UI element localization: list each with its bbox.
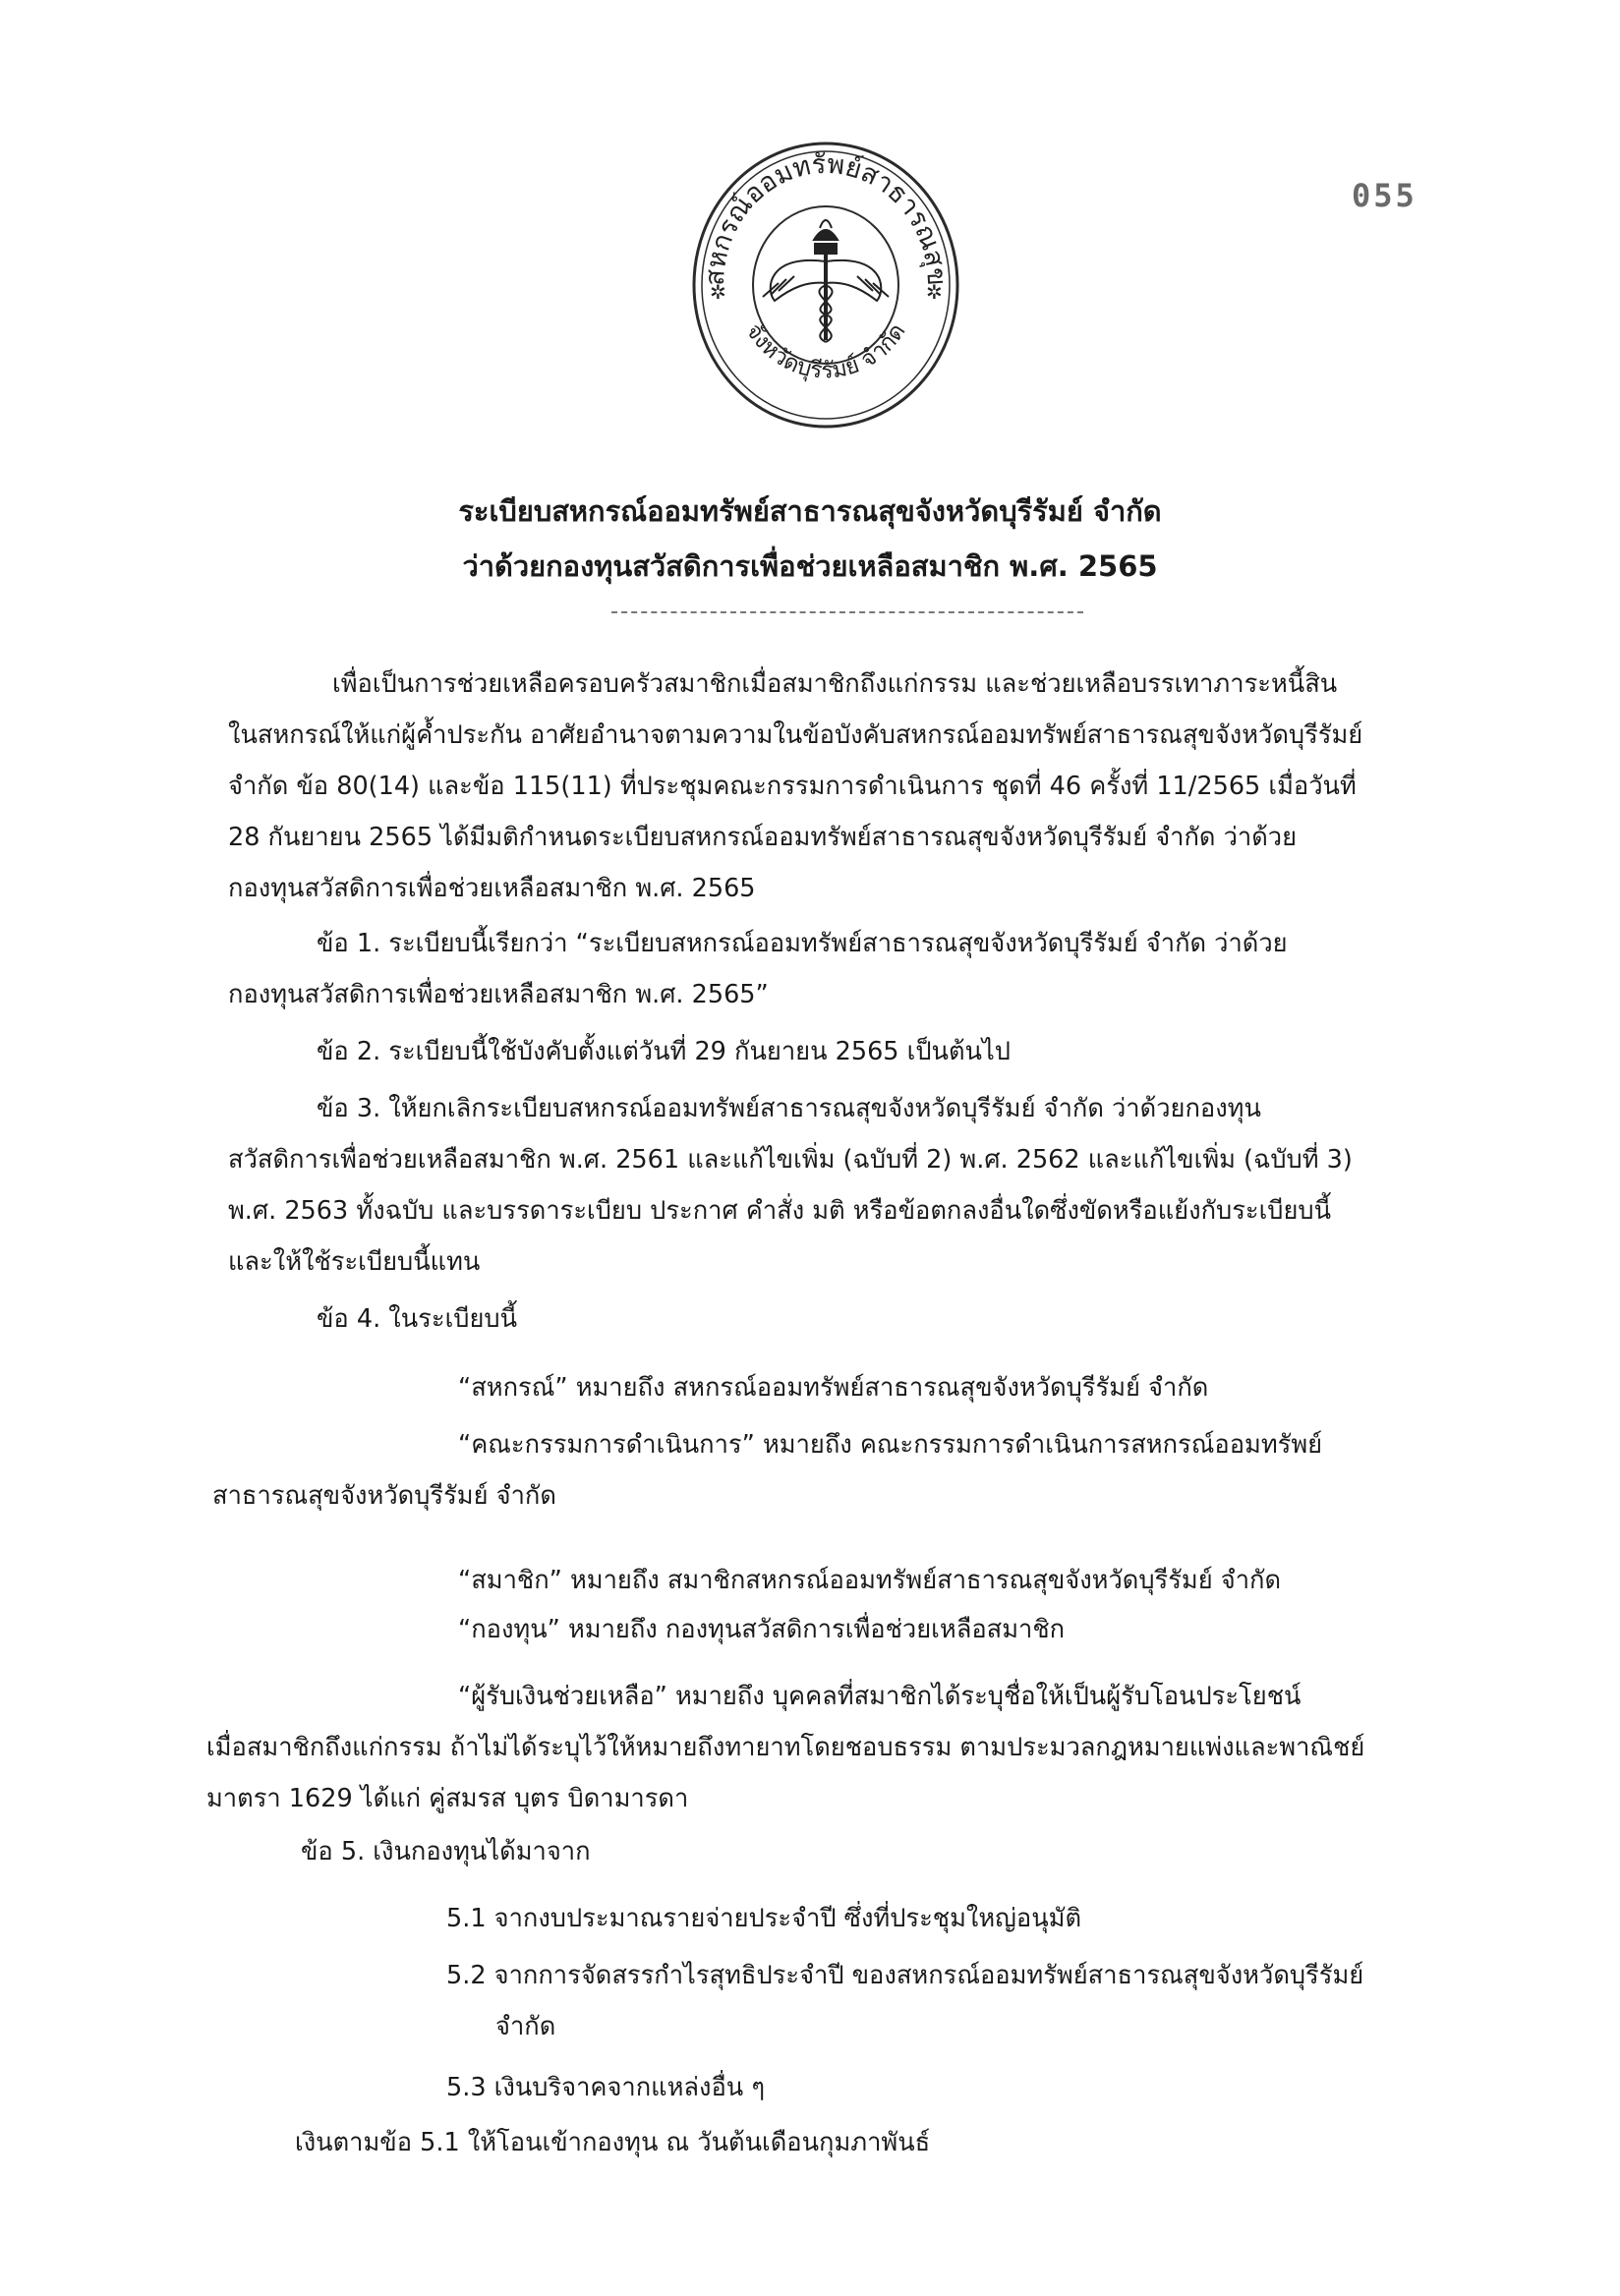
clause-3-cont: สวัสดิการเพื่อช่วยเหลือสมาชิก พ.ศ. 2561 และแก้ไขเพิ่ม (ฉบับที่ 2) พ.ศ. 2562 และแก้ไขเพิ่ม (ฉบับที่ 3)	[228, 1145, 1353, 1175]
definition-cooperative: “สหกรณ์” หมายถึง สหกรณ์ออมทรัพย์สาธารณสุขจังหวัดบุรีรัมย์ จำกัด	[458, 1373, 1209, 1403]
clause-2: ข้อ 2. ระเบียบนี้ใช้บังคับตั้งแต่วันที่ 29 กันยายน 2565 เป็นต้นไป	[317, 1037, 1011, 1066]
clause-5-heading: ข้อ 5. เงินกองทุนได้มาจาก	[301, 1837, 591, 1866]
title-divider	[611, 611, 1083, 613]
preamble-line: 28 กันยายน 2565 ได้มีมติกำหนดระเบียบสหกรณ์ออมทรัพย์สาธารณสุขจังหวัดบุรีรัมย์ จำกัด ว่าด้วย	[228, 823, 1298, 852]
definition-committee: “คณะกรรมการดำเนินการ” หมายถึง คณะกรรมการดำเนินการสหกรณ์ออมทรัพย์	[458, 1430, 1323, 1460]
preamble-line: ในสหกรณ์ให้แก่ผู้ค้ำประกัน อาศัยอำนาจตามความในข้อบังคับสหกรณ์ออมทรัพย์สาธารณสุขจังหวัดบุรีรัมย์	[228, 720, 1363, 750]
clause-1: ข้อ 1. ระเบียบนี้เรียกว่า “ระเบียบสหกรณ์ออมทรัพย์สาธารณสุขจังหวัดบุรีรัมย์ จำกัด ว่าด้วย	[317, 929, 1288, 958]
clause-3-cont: และให้ใช้ระเบียบนี้แทน	[228, 1247, 481, 1277]
preamble-line: เพื่อเป็นการช่วยเหลือครอบครัวสมาชิกเมื่อสมาชิกถึงแก่กรรม และช่วยเหลือบรรเทาภาระหนี้สิน	[332, 669, 1338, 699]
fund-source-2: 5.2 จากการจัดสรรกำไรสุทธิประจำปี ของสหกรณ์ออมทรัพย์สาธารณสุขจังหวัดบุรีรัมย์	[446, 1961, 1364, 1990]
definition-member: “สมาชิก” หมายถึง สมาชิกสหกรณ์ออมทรัพย์สาธารณสุขจังหวัดบุรีรัมย์ จำกัด	[458, 1566, 1282, 1595]
clause-3-cont: พ.ศ. 2563 ทั้งฉบับ และบรรดาระเบียบ ประกาศ คำสั่ง มติ หรือข้อตกลงอื่นใดซึ่งขัดหรือแย้งกับระเบียบนี้	[228, 1196, 1332, 1226]
definition-recipient: “ผู้รับเงินช่วยเหลือ” หมายถึง บุคคลที่สมาชิกได้ระบุชื่อให้เป็นผู้รับโอนประโยชน์	[458, 1682, 1302, 1711]
document-subtitle: ว่าด้วยกองทุนสวัสดิการเพื่อช่วยเหลือสมาชิก พ.ศ. 2565	[462, 549, 1158, 583]
definition-fund: “กองทุน” หมายถึง กองทุนสวัสดิการเพื่อช่วยเหลือสมาชิก	[458, 1615, 1066, 1644]
fund-transfer-note: เงินตามข้อ 5.1 ให้โอนเข้ากองทุน ณ วันต้นเดือนกุมภาพันธ์	[295, 2128, 931, 2157]
seal-right-ornament: ✲	[926, 280, 943, 304]
preamble-line: จำกัด ข้อ 80(14) และข้อ 115(11) ที่ประชุมคณะกรรมการดำเนินการ ชุดที่ 46 ครั้งที่ 11/2565 เมื่อวันที่	[228, 772, 1357, 801]
document-title: ระเบียบสหกรณ์ออมทรัพย์สาธารณสุขจังหวัดบุรีรัมย์ จำกัด	[458, 494, 1162, 528]
cooperative-seal	[688, 138, 963, 432]
seal-bottom-text: จังหวัดบุรีรัมย์ จำกัด	[740, 318, 911, 384]
preamble-line: กองทุนสวัสดิการเพื่อช่วยเหลือสมาชิก พ.ศ. 2565	[228, 874, 756, 903]
definition-recipient-cont: มาตรา 1629 ได้แก่ คู่สมรส บุตร บิดามารดา	[206, 1784, 689, 1813]
clause-1-cont: กองทุนสวัสดิการเพื่อช่วยเหลือสมาชิก พ.ศ. 2565”	[228, 980, 769, 1009]
clause-3: ข้อ 3. ให้ยกเลิกระเบียบสหกรณ์ออมทรัพย์สาธารณสุขจังหวัดบุรีรัมย์ จำกัด ว่าด้วยกองทุน	[317, 1094, 1261, 1123]
clause-4-heading: ข้อ 4. ในระเบียบนี้	[317, 1304, 518, 1334]
definition-recipient-cont: เมื่อสมาชิกถึงแก่กรรม ถ้าไม่ได้ระบุไว้ให้หมายถึงทายาทโดยชอบธรรม ตามประมวลกฎหมายแพ่งและพาณิชย์	[206, 1733, 1365, 1762]
definition-committee-cont: สาธารณสุขจังหวัดบุรีรัมย์ จำกัด	[212, 1481, 556, 1511]
fund-source-1: 5.1 จากงบประมาณรายจ่ายประจำปี ซึ่งที่ประชุมใหญ่อนุมัติ	[446, 1904, 1082, 1933]
fund-source-3: 5.3 เงินบริจาคจากแหล่งอื่น ๆ	[446, 2073, 766, 2102]
torch-caduceus-emblem	[763, 220, 889, 342]
page-number: 055	[1352, 177, 1418, 214]
seal-top-text: สหกรณ์ออมทรัพย์สาธารณสุข	[699, 148, 953, 287]
fund-source-2-cont: จำกัด	[495, 2012, 556, 2041]
seal-left-ornament: ✲	[710, 280, 726, 304]
